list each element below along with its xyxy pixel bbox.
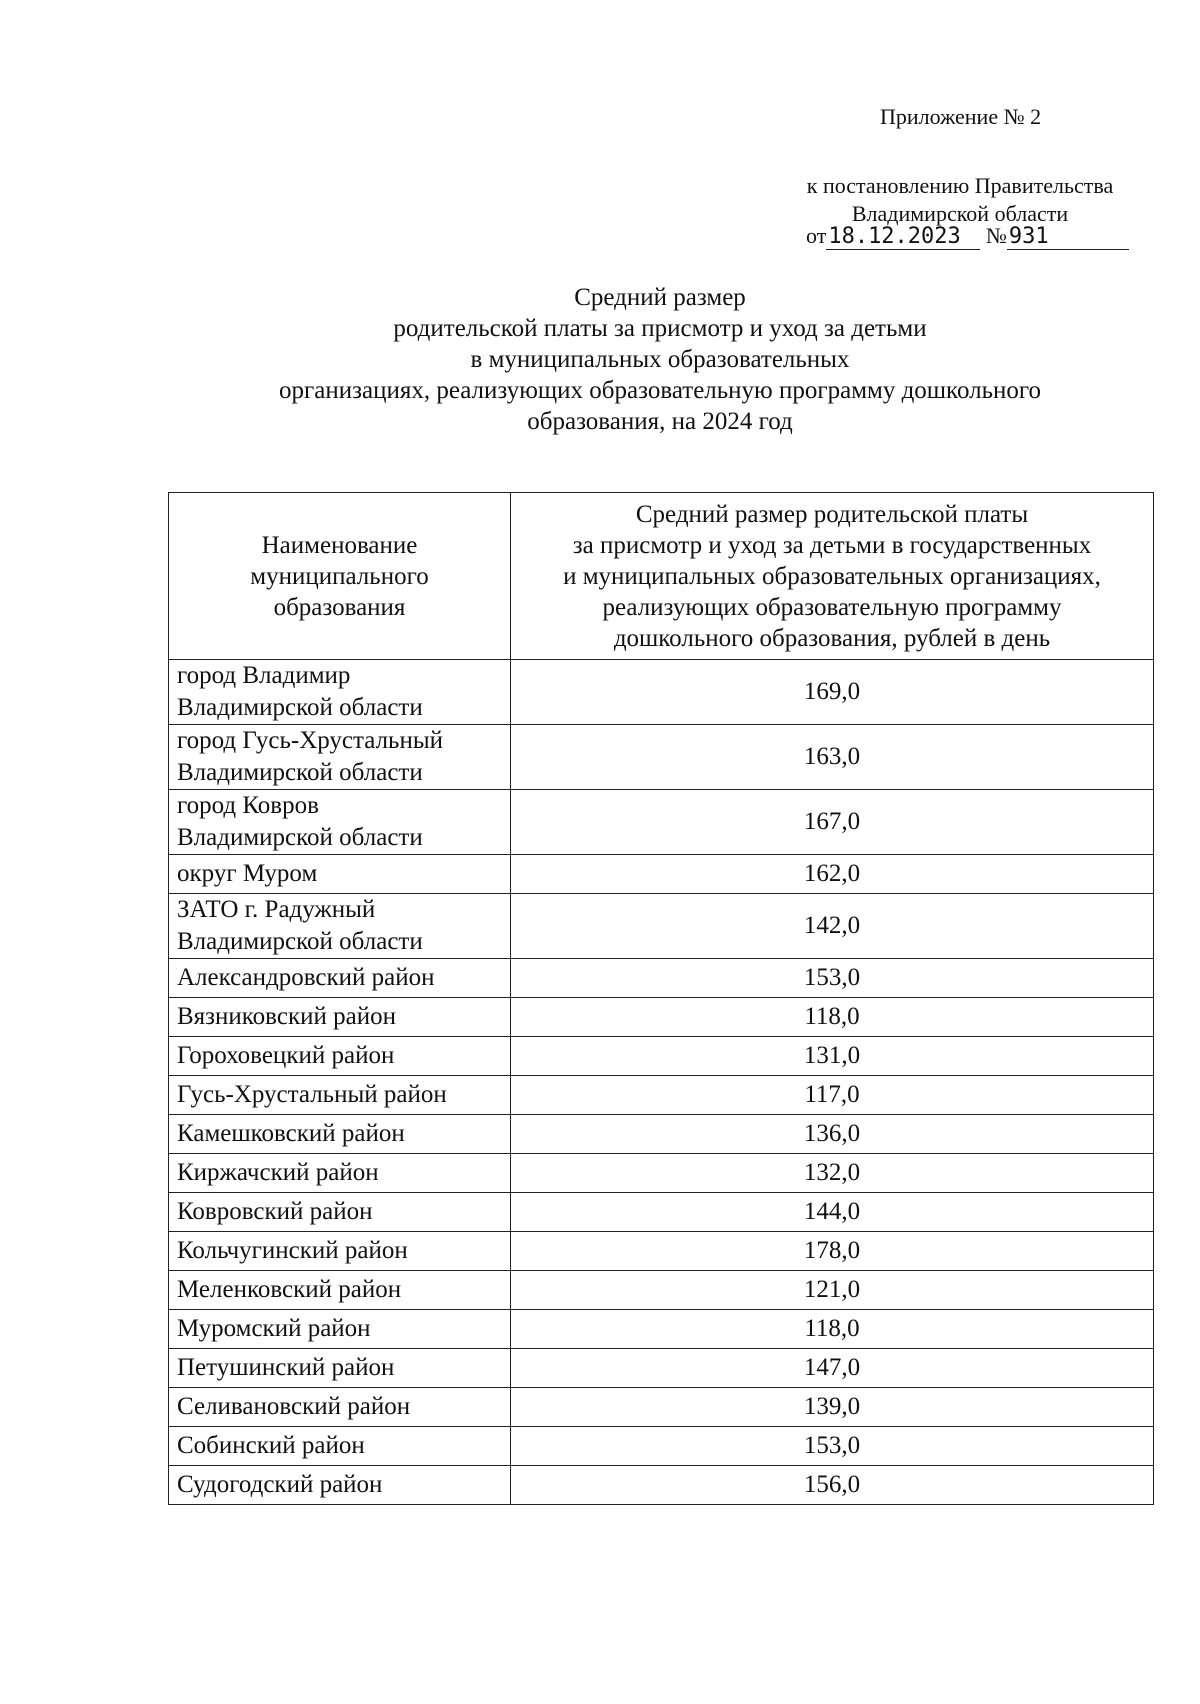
- average-fee-cell: 121,0: [511, 1271, 1154, 1310]
- average-fee-cell: 139,0: [511, 1388, 1154, 1427]
- municipality-name-cell: [169, 1037, 511, 1076]
- municipality-name-cell: [169, 1388, 511, 1427]
- municipality-name: Меленковский район: [177, 1276, 402, 1303]
- municipality-name: Камешковский район: [177, 1120, 405, 1147]
- average-fee-cell: 131,0: [511, 1037, 1154, 1076]
- municipality-name-cell: [169, 1427, 511, 1466]
- municipality-name-cell: [169, 1349, 511, 1388]
- table-row: [169, 1115, 1154, 1154]
- municipality-name-cell: [169, 1193, 511, 1232]
- table-row: [169, 1154, 1154, 1193]
- table-row: [169, 959, 1154, 998]
- table-row: [169, 1427, 1154, 1466]
- municipality-name: Владимирской области: [177, 759, 423, 786]
- average-fee-cell: 178,0: [511, 1232, 1154, 1271]
- municipality-name: Владимирской области: [177, 694, 423, 721]
- fees-table: [168, 492, 1154, 1505]
- title-line: образования, на 2024 год: [527, 408, 793, 435]
- average-fee-cell: 147,0: [511, 1349, 1154, 1388]
- average-fee-cell: 117,0: [511, 1076, 1154, 1115]
- table-row: [169, 1193, 1154, 1232]
- municipality-name-cell: [169, 894, 511, 959]
- average-fee-cell: 136,0: [511, 1115, 1154, 1154]
- average-fee-cell: 144,0: [511, 1193, 1154, 1232]
- average-fee-cell: 167,0: [511, 790, 1154, 855]
- municipality-name: Гусь-Хрустальный район: [177, 1081, 447, 1108]
- header-municipality: Наименование муниципального образования: [169, 493, 511, 660]
- date-prefix: от: [806, 223, 827, 248]
- table-row: [169, 894, 1154, 959]
- title-line: организациях, реализующих образовательную программу дошкольного: [278, 377, 1041, 404]
- municipality-name: ЗАТО г. Радужный: [177, 896, 376, 923]
- municipality-name-cell: [169, 998, 511, 1037]
- municipality-name-cell: [169, 1115, 511, 1154]
- table-row: [169, 1271, 1154, 1310]
- municipality-name: Кольчугинский район: [177, 1237, 408, 1264]
- municipality-name: город Владимир: [177, 662, 351, 689]
- average-fee-cell: 153,0: [511, 1427, 1154, 1466]
- average-fee-cell: 163,0: [511, 725, 1154, 790]
- municipality-name: Вязниковский район: [177, 1003, 396, 1030]
- municipality-name: Судогодский район: [177, 1471, 383, 1498]
- municipality-name-cell: [169, 660, 511, 725]
- average-fee-cell: 118,0: [511, 1310, 1154, 1349]
- municipality-name-cell: [169, 1271, 511, 1310]
- number-prefix: №: [985, 223, 1007, 248]
- municipality-name-cell: [169, 855, 511, 894]
- table-row: [169, 725, 1154, 790]
- table-row: [169, 1388, 1154, 1427]
- municipality-name-cell: [169, 959, 511, 998]
- municipality-name-cell: [169, 725, 511, 790]
- municipality-name: город Ковров: [177, 792, 319, 819]
- municipality-name: город Гусь-Хрустальный: [177, 727, 444, 754]
- municipality-name: Ковровский район: [177, 1198, 373, 1225]
- municipality-name: Собинский район: [177, 1432, 365, 1459]
- table-row: [169, 1349, 1154, 1388]
- municipality-name: округ Муром: [177, 860, 318, 887]
- average-fee-cell: 142,0: [511, 894, 1154, 959]
- table-row: [169, 855, 1154, 894]
- resolution-date: 18.12.2023: [828, 224, 961, 249]
- title-line: в муниципальных образовательных: [470, 346, 850, 373]
- average-fee-cell: 132,0: [511, 1154, 1154, 1193]
- table-body: [169, 660, 1154, 1505]
- table-row: [169, 1310, 1154, 1349]
- title-line: Средний размер: [574, 284, 746, 311]
- table-row: [169, 1037, 1154, 1076]
- municipality-name-cell: [169, 1466, 511, 1505]
- average-fee-cell: 118,0: [511, 998, 1154, 1037]
- municipality-name-cell: [169, 1154, 511, 1193]
- average-fee-cell: 169,0: [511, 660, 1154, 725]
- municipality-name: Владимирской области: [177, 928, 423, 955]
- municipality-name: Киржачский район: [177, 1159, 379, 1186]
- municipality-name: Муромский район: [177, 1315, 371, 1342]
- table-row: [169, 1466, 1154, 1505]
- municipality-name-cell: [169, 1076, 511, 1115]
- municipality-name: Селивановский район: [177, 1393, 411, 1420]
- municipality-name: Александровский район: [177, 964, 435, 991]
- table-row: [169, 1232, 1154, 1271]
- table-row: [169, 660, 1154, 725]
- municipality-name: Владимирской области: [177, 824, 423, 851]
- municipality-name-cell: [169, 1232, 511, 1271]
- municipality-name: Гороховецкий район: [177, 1042, 395, 1069]
- average-fee-cell: 156,0: [511, 1466, 1154, 1505]
- table-header-row: [169, 493, 1154, 660]
- appendix-label: Приложение № 2: [880, 104, 1042, 129]
- resolution-line: Владимирской области: [851, 201, 1069, 226]
- resolution-date-number: [806, 223, 1129, 250]
- resolution-reference: [790, 172, 1130, 228]
- municipality-name-cell: [169, 1310, 511, 1349]
- municipality-name-cell: [169, 790, 511, 855]
- table-row: [169, 1076, 1154, 1115]
- municipality-name: Петушинский район: [177, 1354, 395, 1381]
- resolution-line: к постановлению Правительства: [806, 173, 1114, 198]
- average-fee-cell: 153,0: [511, 959, 1154, 998]
- average-fee-cell: 162,0: [511, 855, 1154, 894]
- table-row: [169, 998, 1154, 1037]
- header-average-fee: Средний размер родительской платы за присмотр и уход за детьми в государственных и муниципальных образовательных организациях, реализующих образовательную программу дошкольного образования, рублей в день: [511, 493, 1154, 660]
- table-row: [169, 790, 1154, 855]
- resolution-number: 931: [1008, 224, 1049, 249]
- document-title: [160, 282, 1160, 437]
- title-line: родительской платы за присмотр и уход за детьми: [393, 315, 927, 342]
